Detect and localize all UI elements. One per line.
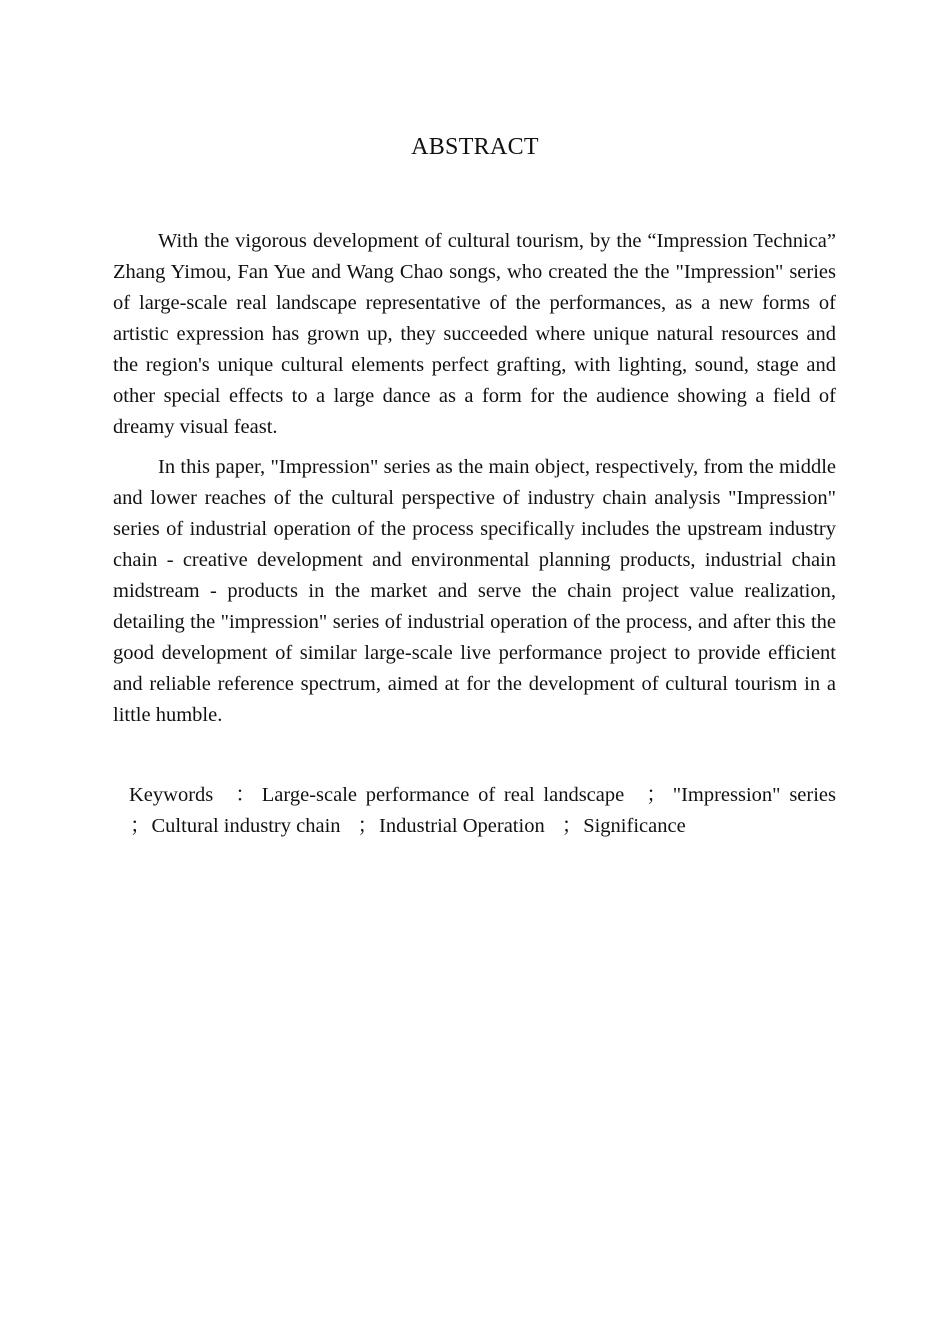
keyword-item: Cultural industry chain [151,815,341,837]
abstract-body [113,226,836,842]
keyword-item: "Impression" series [672,784,836,806]
keyword-item: Industrial Operation [379,815,545,837]
keyword-separator: ； [561,815,583,837]
keyword-item: Large-scale performance of real landscape [261,784,625,806]
keywords-line [113,780,836,842]
abstract-paragraph-2: In this paper, "Impression" series as the main object, respectively, from the middle and lower reaches of the cultural perspective of industry chain analysis "Impression" series of industrial operation of the process specifically includes the upstream industry chain - creative development and environmental planning products, industrial chain midstream - products in the market and serve the chain project value realization, detailing the "impression" series of industrial operation of the process, and after this the good development of similar large-scale live performance project to provide efficient and reliable reference spectrum, aimed at for the development of cultural tourism in a little humble. [113,456,836,726]
abstract-title: ABSTRACT [411,134,539,160]
keyword-separator: ； [646,784,667,806]
keyword-separator: ； [357,815,379,837]
keywords-label-separator: ： [235,784,256,806]
keyword-item: Significance [583,815,686,837]
abstract-paragraph-1: With the vigorous development of cultural tourism, by the “Impression Technica” Zhang Yimou, Fan Yue and Wang Chao songs, who created the the "Impression" series of large-scale real landscape representative of the performances, as a new forms of artistic expression has grown up, they succeeded where unique natural resources and the region's unique cultural elements perfect grafting, with lighting, sound, stage and other special effects to a large dance as a form for the audience showing a field of dreamy visual feast. [113,230,836,438]
keyword-separator: ； [130,815,151,837]
keywords-label: Keywords [129,784,214,806]
